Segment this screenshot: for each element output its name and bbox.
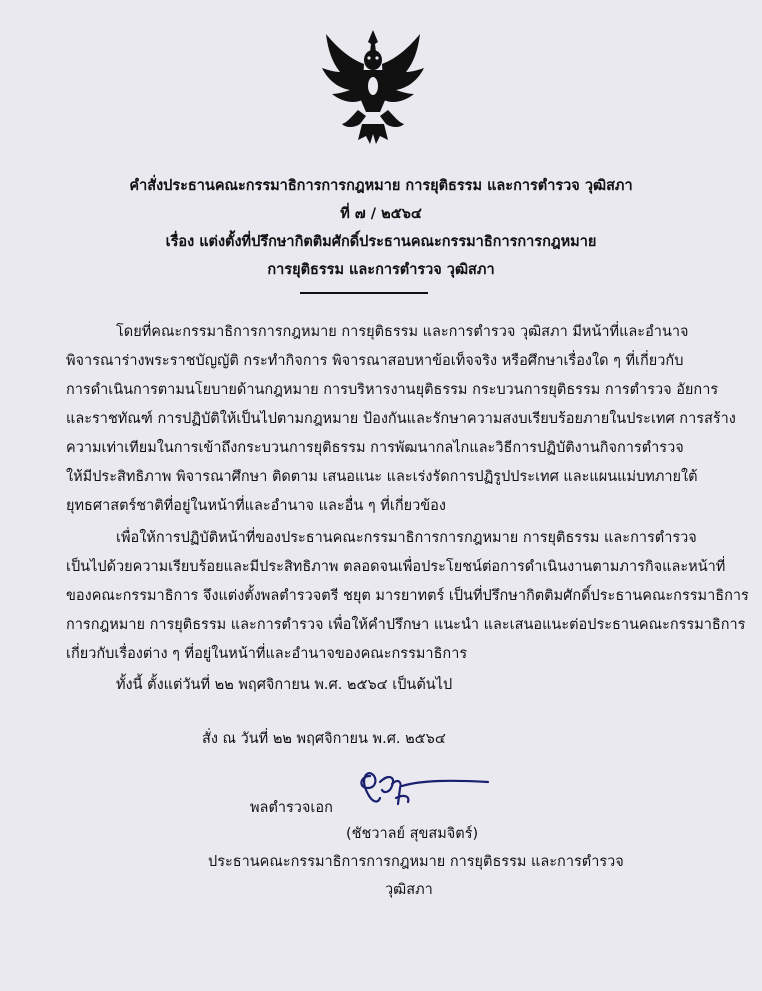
subject-line-1: เรื่อง แต่งตั้งที่ปรึกษากิตติมศักดิ์ประธานคณะกรรมาธิการการกฎหมาย — [165, 234, 597, 250]
para1-line: การดำเนินการตามนโยบายด้านกฎหมาย การบริหารงานยุติธรรม กระบวนการยุติธรรม การตำรวจ อัยการ — [66, 382, 719, 398]
para2-line: เกี่ยวกับเรื่องต่าง ๆ ที่อยู่ในหน้าที่และอำนาจของคณะกรรมาธิการ — [66, 646, 468, 662]
para1-line: พิจารณาร่างพระราชบัญญัติ กระทำกิจการ พิจารณาสอบหาข้อเท็จจริง หรือศึกษาเรื่องใด ๆ ที่เกี่ยวกับ — [66, 353, 684, 369]
signatory-position: ประธานคณะกรรมาธิการการกฎหมาย การยุติธรรม และการตำรวจ — [208, 854, 624, 870]
order-number: ที่ ๗ / ๒๕๖๔ — [340, 206, 422, 222]
signatory-rank: พลตำรวจเอก — [250, 800, 333, 816]
para1-line: ความเท่าเทียมในการเข้าถึงกระบวนการยุติธรรม การพัฒนากลไกและวิธีการปฏิบัติงานกิจการตำรวจ — [66, 440, 684, 456]
para2-line: ของคณะกรรมาธิการ จึงแต่งตั้งพลตำรวจตรี ชยุต มารยาทตร์ เป็นที่ปรึกษากิตติมศักดิ์ประธานคณะกรรมาธิการ — [66, 588, 749, 604]
para1-line: ให้มีประสิทธิภาพ พิจารณาศึกษา ติดตาม เสนอแนะ และเร่งรัดการปฏิรูปประเทศ และแผนแม่บทภายใต้ — [66, 469, 698, 485]
order-title: คำสั่งประธานคณะกรรมาธิการการกฎหมาย การยุติธรรม และการตำรวจ วุฒิสภา — [129, 178, 633, 194]
para2-line: เป็นไปด้วยความเรียบร้อยและมีประสิทธิภาพ ตลอดจนเพื่อประโยชน์ต่อการดำเนินงานตามภารกิจและหน้าที่ — [66, 559, 726, 575]
signatory-name: (ชัชวาลย์ สุขสมจิตร์) — [346, 826, 479, 842]
garuda-emblem-icon — [318, 28, 428, 146]
para1-line: ยุทธศาสตร์ชาติที่อยู่ในหน้าที่และอำนาจ และอื่น ๆ ที่เกี่ยวข้อง — [66, 498, 446, 514]
signatory-organization: วุฒิสภา — [385, 882, 433, 898]
header-divider — [300, 292, 428, 294]
para2-line: การกฎหมาย การยุติธรรม และการตำรวจ เพื่อให้คำปรึกษา แนะนำ และเสนอแนะต่อประธานคณะกรรมาธิการ — [66, 617, 746, 633]
para1-line: และราชทัณฑ์ การปฏิบัติให้เป็นไปตามกฎหมาย ป้องกันและรักษาความสงบเรียบร้อยภายในประเทศ การสร้าง — [66, 411, 736, 427]
para2-line: เพื่อให้การปฏิบัติหน้าที่ของประธานคณะกรรมาธิการการกฎหมาย การยุติธรรม และการตำรวจ — [116, 530, 697, 546]
para1-line: โดยที่คณะกรรมาธิการการกฎหมาย การยุติธรรม และการตำรวจ วุฒิสภา มีหน้าที่และอำนาจ — [116, 324, 689, 340]
effective-date: ทั้งนี้ ตั้งแต่วันที่ ๒๒ พฤศจิกายน พ.ศ. ๒๕๖๔ เป็นต้นไป — [116, 677, 453, 693]
handwritten-signature — [352, 764, 492, 816]
order-date: สั่ง ณ วันที่ ๒๒ พฤศจิกายน พ.ศ. ๒๕๖๔ — [202, 731, 446, 747]
subject-line-2: การยุติธรรม และการตำรวจ วุฒิสภา — [267, 262, 495, 278]
